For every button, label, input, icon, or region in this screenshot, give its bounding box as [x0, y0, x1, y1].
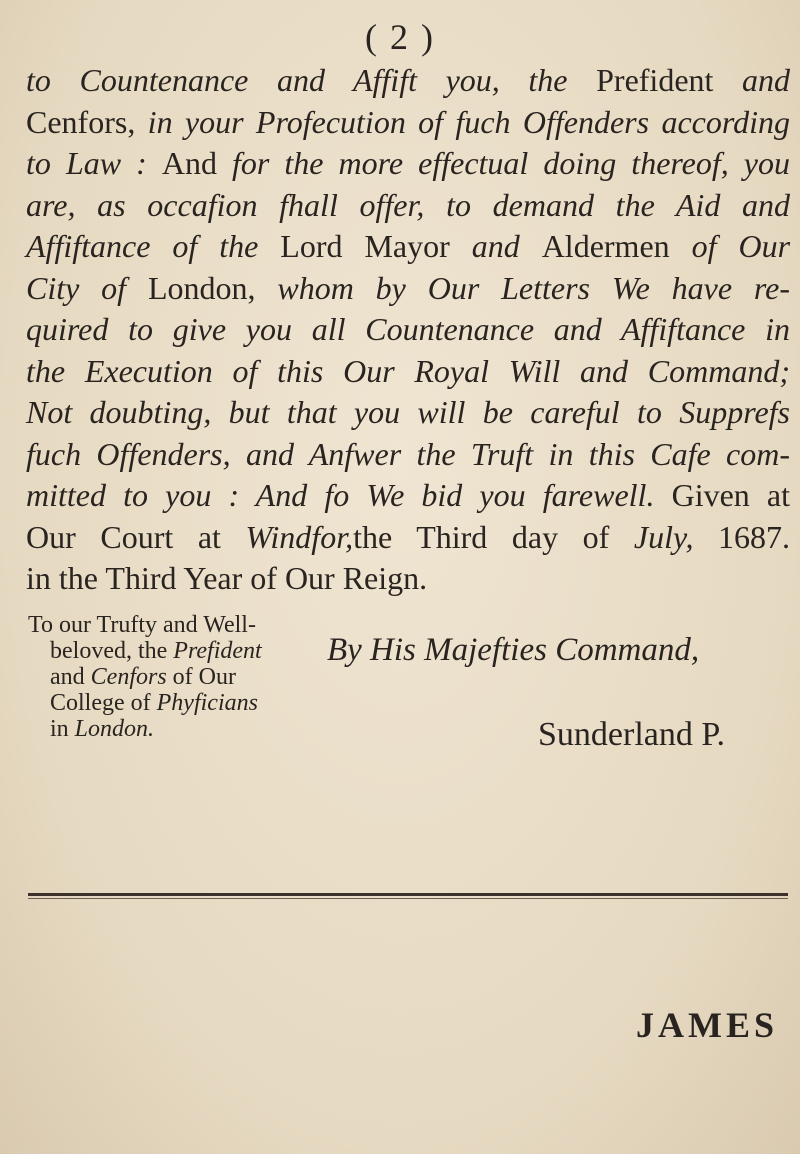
signer-name: Sunderland P. [538, 716, 725, 753]
addressee-line [28, 638, 318, 664]
body-line [26, 392, 790, 434]
body-line [26, 143, 790, 185]
text-segment: City of [26, 269, 148, 306]
text-segment: fuch Offenders, and Anfwer the Truft in this Cafe com- [26, 435, 790, 472]
body-line [26, 434, 790, 476]
text-segment: Aldermen [541, 228, 692, 264]
horizontal-rule [28, 893, 788, 896]
body-line [26, 226, 790, 268]
body-line [26, 102, 790, 144]
text-segment: in the Third Year of Our Reign. [26, 560, 428, 596]
text-segment: to [26, 62, 80, 98]
body-line [26, 185, 790, 227]
page-number: ( 2 ) [365, 17, 435, 57]
body-text [26, 60, 790, 600]
text-segment: Windfor, [245, 518, 354, 555]
addressee-line [28, 612, 318, 638]
text-segment: mitted to you : And fo We bid you farewell. [26, 477, 672, 513]
body-line [26, 558, 790, 600]
text-segment: the Third day of [353, 518, 634, 555]
text-segment: London. [74, 716, 155, 742]
text-segment: of Our [172, 664, 236, 690]
text-segment: whom by Our Letters We have re- [277, 269, 791, 306]
text-segment: and [50, 664, 91, 690]
addressee-line [28, 690, 318, 716]
horizontal-rule-thin [28, 898, 788, 899]
text-segment: To our Trufty and Well- [28, 612, 256, 638]
addressee-line [28, 716, 318, 742]
text-segment: in [50, 716, 75, 742]
text-segment: the Execution of this Our Royal Will and Command; [26, 352, 790, 389]
text-segment: And [161, 145, 232, 181]
body-line [26, 60, 790, 102]
body-line [26, 517, 790, 559]
text-segment: Lord Mayor [280, 228, 472, 264]
text-segment: Not doubting, but that you will be careful to Supprefs [26, 394, 790, 430]
text-segment: Countenance and Affift you, the [79, 62, 597, 98]
text-segment: in your Profecution of fuch Offenders according [147, 103, 791, 140]
text-segment: 1687. [718, 518, 791, 555]
text-segment: Cenfors [90, 664, 173, 690]
text-segment: Given at [671, 477, 791, 513]
text-segment: Phyficians [156, 690, 258, 716]
text-segment: Affiftance of the [26, 228, 281, 264]
text-segment: Prefident [173, 638, 262, 664]
body-line [26, 475, 790, 517]
text-segment: for the more effectual doing thereof, you [231, 145, 790, 181]
body-line [26, 268, 790, 310]
text-segment: beloved, the [50, 638, 174, 664]
text-segment: College of [50, 690, 157, 716]
catchword: JAMES [636, 1005, 779, 1045]
command-line: By His Majefties Command, [327, 632, 700, 668]
text-segment: and [742, 62, 791, 98]
text-segment: London, [147, 269, 278, 306]
text-segment: are, as occafion fhall offer, to demand the Aid and [26, 186, 790, 223]
body-line [26, 351, 790, 393]
text-segment: of Our [691, 228, 791, 264]
text-segment: and [471, 228, 542, 264]
addressee-line [28, 664, 318, 690]
body-line [26, 309, 790, 351]
text-segment: Our Court at [26, 518, 246, 555]
addressee-block [28, 612, 318, 742]
text-segment: July, [633, 518, 719, 555]
text-segment: Prefident [596, 62, 743, 98]
text-segment: quired to give you all Countenance and Affiftance in [26, 311, 790, 347]
text-segment: to Law : [26, 145, 162, 181]
text-segment: Cenfors, [26, 103, 148, 140]
